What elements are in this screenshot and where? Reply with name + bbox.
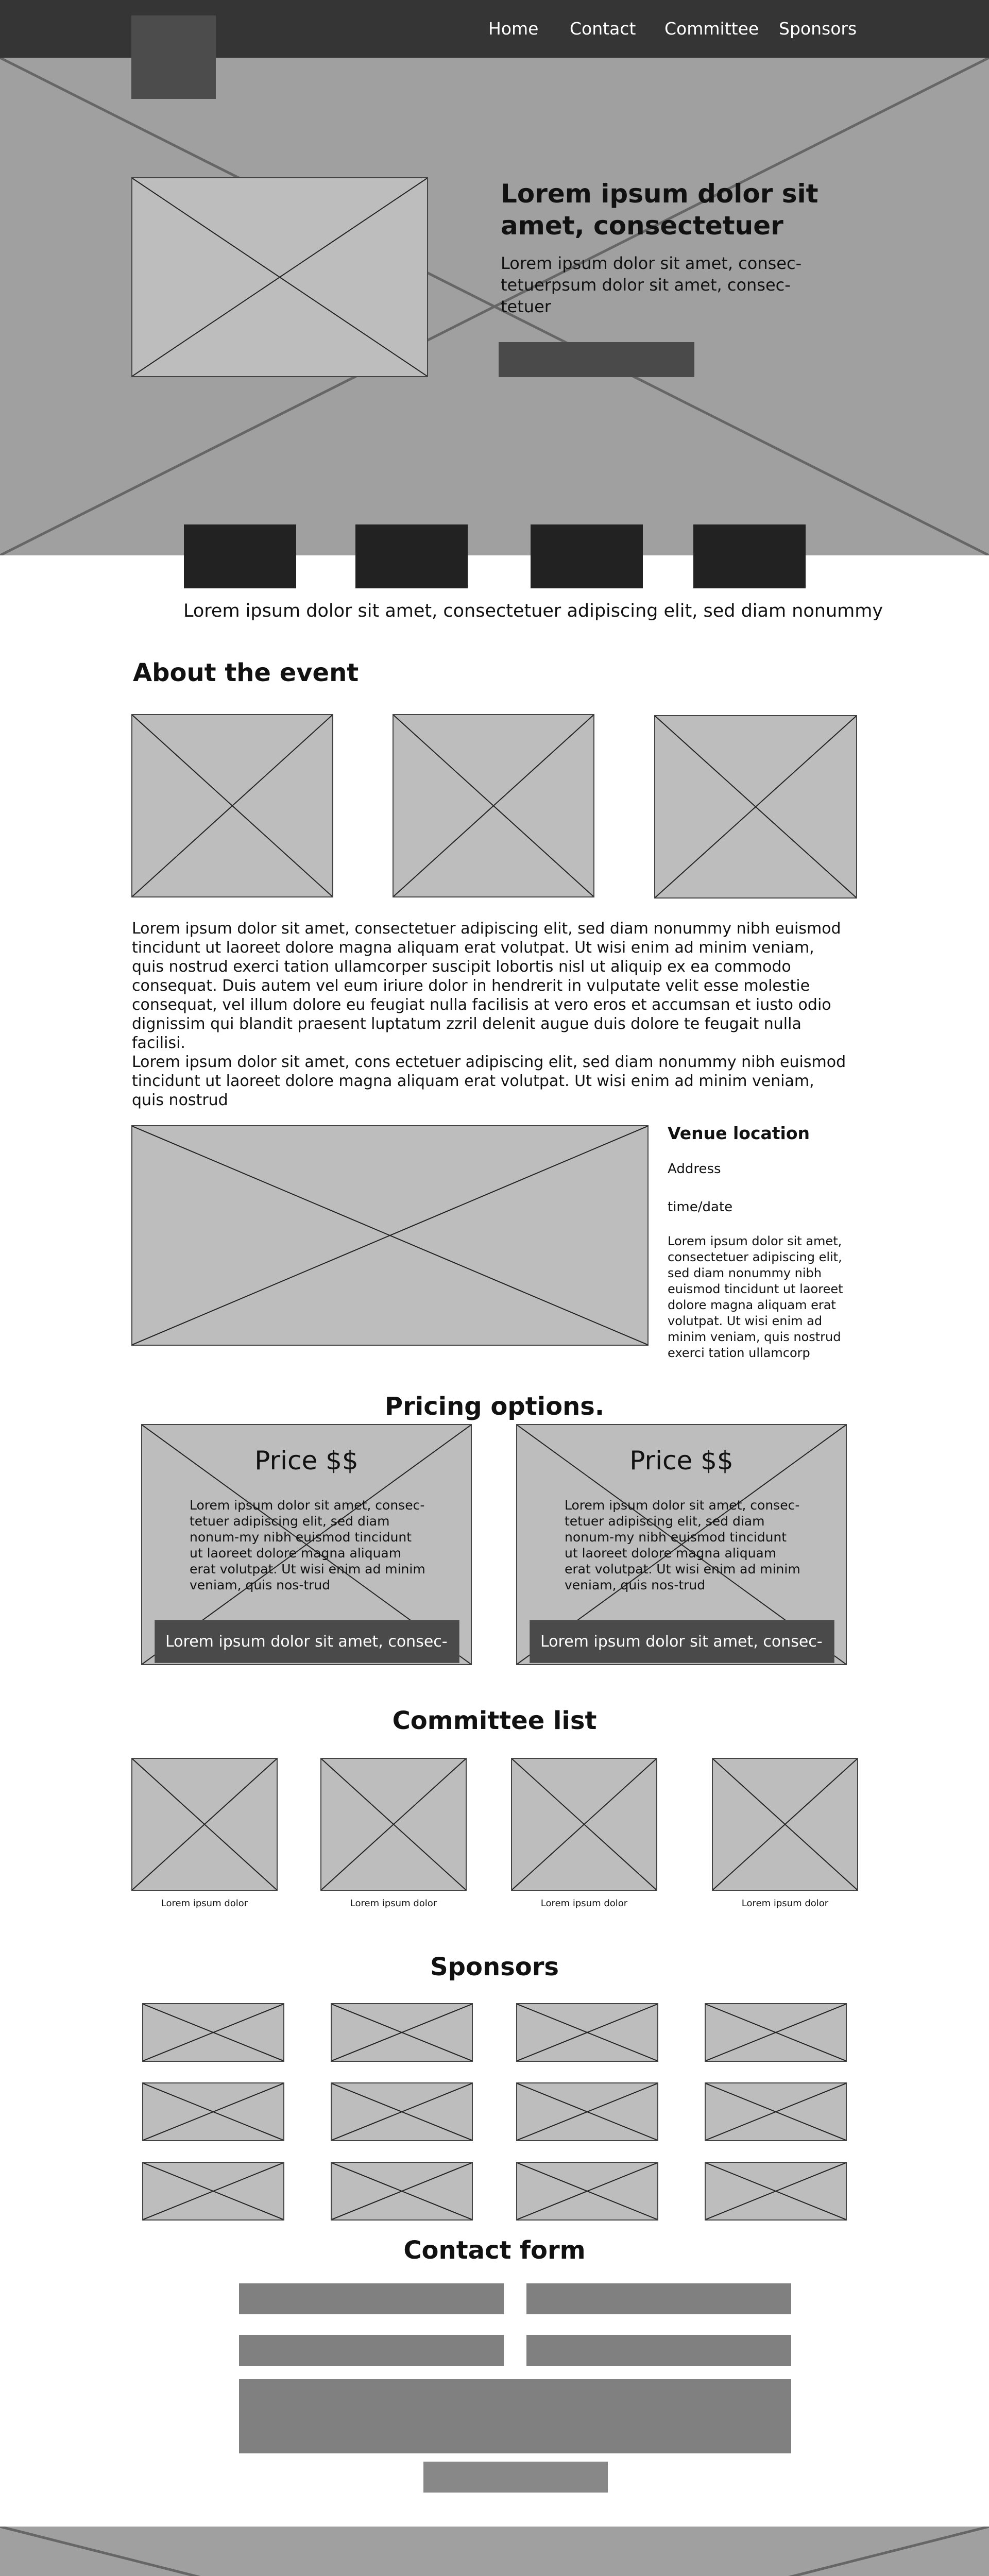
about-text — [132, 919, 848, 1110]
committee-section-title: Committee list — [392, 1706, 597, 1735]
nav-link-contact[interactable]: Contact — [570, 19, 636, 39]
about-image-1 — [131, 714, 333, 897]
pricing-card-2 — [516, 1424, 847, 1665]
sponsor-logo-10[interactable] — [331, 2162, 473, 2221]
nav-link-committee[interactable]: Committee — [664, 19, 759, 39]
sponsor-logo-1[interactable] — [142, 2003, 284, 2062]
about-paragraph-1: Lorem ipsum dolor sit amet, consectetuer adipiscing elit, sed diam nonummy nibh euismod tincidunt ut laoreet dolore magna aliquam erat volutpat. Ut wisi enim ad minim veniam, quis nostrud exerci tation ullamcorper suscipit lobortis nisl ut aliquip ex ea commodo consequat. Duis autem vel eum iriure dolor in hendrerit in vulputate velit esse molestie consequat, vel illum dolore eu feugiat nulla facilisis at vero eros et accumsan et iusto odio dignissim qui blandit praesent luptatum zzril delenit augue duis dolore te feugait nulla facilisi. — [132, 920, 841, 1052]
about-section-title: About the event — [133, 658, 359, 687]
pricing-card-1 — [141, 1424, 472, 1665]
about-paragraph-2: Lorem ipsum dolor sit amet, cons ectetuer adipiscing elit, sed diam nonummy nibh euismod tincidunt ut laoreet dolore magna aliquam erat volutpat. Ut wisi enim ad minim veniam, quis nostrud — [132, 1053, 846, 1109]
contact-section-title: Contact form — [403, 2236, 586, 2265]
venue-description: Lorem ipsum dolor sit amet, consectetuer adipiscing elit, sed diam nonummy nibh euismod tincidunt ut laoreet dolore magna aliquam erat volutpat. Ut wisi enim ad minim veniam, quis nostrud exerci tation ullamcorp — [668, 1234, 843, 1360]
committee-member-photo-1 — [131, 1758, 278, 1891]
pricing-card-1-text: Lorem ipsum dolor sit amet, consec-tetuer adipiscing elit, sed diam nonum-my nibh euismod tincidunt ut laoreet dolore magna aliquam erat volutpat. Ut wisi enim ad minim veniam, quis nos-trud — [190, 1498, 425, 1592]
feature-box-1[interactable] — [184, 524, 296, 588]
venue-map-placeholder — [131, 1125, 649, 1346]
pricing-card-2-price: Price $$ — [629, 1446, 734, 1476]
hero-description: Lorem ipsum dolor sit amet, consec-tetuerpsum dolor sit amet, consec-tetuer — [501, 253, 802, 316]
committee-member-name-1: Lorem ipsum dolor — [161, 1898, 248, 1909]
sponsor-logo-8[interactable] — [705, 2082, 847, 2141]
about-image-2 — [393, 714, 594, 897]
sponsor-logo-7[interactable] — [516, 2082, 658, 2141]
feature-box-3[interactable] — [531, 524, 643, 588]
footer-background-image — [0, 2527, 989, 2576]
sponsor-logo-12[interactable] — [705, 2162, 847, 2221]
committee-member-name-3: Lorem ipsum dolor — [540, 1898, 628, 1909]
contact-message-field[interactable] — [239, 2379, 791, 2453]
sponsor-logo-6[interactable] — [331, 2082, 473, 2141]
sponsor-logo-3[interactable] — [516, 2003, 658, 2062]
nav-link-sponsors[interactable]: Sponsors — [779, 19, 857, 39]
nav-link-home[interactable]: Home — [488, 19, 539, 39]
committee-member-photo-2 — [320, 1758, 467, 1891]
committee-member-photo-3 — [511, 1758, 657, 1891]
contact-last-name-field[interactable] — [526, 2283, 791, 2314]
venue-address: Address — [668, 1161, 721, 1177]
pricing-card-2-button[interactable]: Lorem ipsum dolor sit amet, consec- — [530, 1620, 834, 1663]
contact-submit-button[interactable] — [423, 2462, 608, 2493]
about-image-3 — [654, 715, 857, 899]
contact-first-name-field[interactable] — [239, 2283, 504, 2314]
feature-box-2[interactable] — [355, 524, 468, 588]
committee-member-name-4: Lorem ipsum dolor — [741, 1898, 829, 1909]
pricing-card-1-price: Price $$ — [254, 1446, 359, 1476]
pricing-card-2-text: Lorem ipsum dolor sit amet, consec-tetuer adipiscing elit, sed diam nonum-my nibh euismod tincidunt ut laoreet dolore magna aliquam erat volutpat. Ut wisi enim ad minim veniam, quis nos-trud — [565, 1498, 800, 1592]
hero-title: Lorem ipsum dolor sit amet, consectetuer — [501, 179, 819, 241]
sponsors-section-title: Sponsors — [430, 1953, 559, 1981]
tagline: Lorem ipsum dolor sit amet, consectetuer adipiscing elit, sed diam nonummy — [183, 601, 883, 621]
sponsor-logo-2[interactable] — [331, 2003, 473, 2062]
contact-email-field[interactable] — [239, 2335, 504, 2366]
site-logo[interactable] — [131, 15, 216, 99]
venue-title: Venue location — [668, 1123, 810, 1143]
venue-time: time/date — [668, 1199, 733, 1215]
feature-box-4[interactable] — [693, 524, 806, 588]
sponsor-logo-11[interactable] — [516, 2162, 658, 2221]
committee-member-photo-4 — [712, 1758, 858, 1891]
hero-image-placeholder — [131, 177, 428, 377]
contact-phone-field[interactable] — [526, 2335, 791, 2366]
pricing-section-title: Pricing options. — [384, 1392, 605, 1421]
footer-banner — [0, 2527, 989, 2576]
sponsor-logo-4[interactable] — [705, 2003, 847, 2062]
committee-member-name-2: Lorem ipsum dolor — [350, 1898, 437, 1909]
hero-cta-button[interactable] — [499, 342, 694, 377]
pricing-card-1-button[interactable]: Lorem ipsum dolor sit amet, consec- — [155, 1620, 459, 1663]
sponsor-logo-5[interactable] — [142, 2082, 284, 2141]
sponsor-logo-9[interactable] — [142, 2162, 284, 2221]
hero-banner — [0, 58, 989, 555]
